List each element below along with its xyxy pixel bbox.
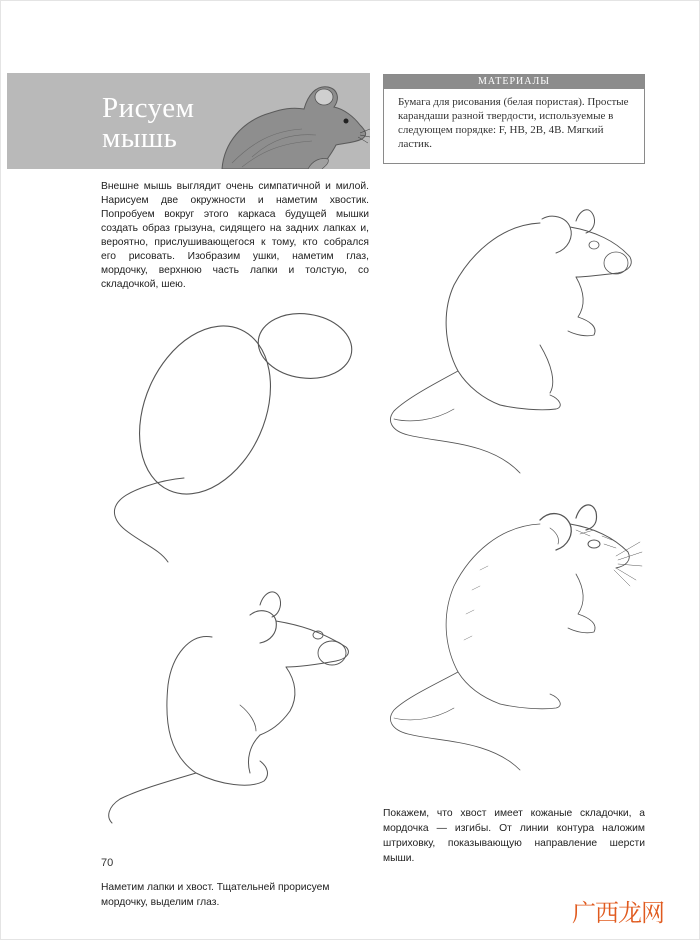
step4-shaded-sketch <box>380 490 650 775</box>
materials-header: МАТЕРИАЛЫ <box>384 75 644 89</box>
intro-paragraph: Внешне мышь выглядит очень симпатичной и милой. Нарисуем две окружности и наметим хвостик. Попробуем вокруг этого каркаса будущей мышки создать образ грызуна, сидящего на задних лапках и, вероятно, прислушивающегося к тому, кто собрался его рисовать. Изобразим ушки, наметим глаз, мордочку, верхнюю часть лапки и толстую, со складочкой, шею. <box>101 181 369 290</box>
step1-construction-sketch <box>100 300 370 560</box>
mouse-illustration-header <box>212 73 370 169</box>
title-banner <box>7 73 370 169</box>
site-watermark: 广西龙网 <box>572 899 664 927</box>
step3-outline-sketch <box>100 585 370 845</box>
materials-box <box>383 74 645 164</box>
caption-step3: Наметим лапки и хвост. Тщательней прорисуем мордочку, выделим глаз. <box>101 882 330 908</box>
materials-text: Бумага для рисования (белая пористая). Простые карандаши разной твердости, используемые в следующем порядке: F, HB, 2B, 4B. Мягкий ластик. <box>398 96 629 150</box>
page-title: Рисуем мышь <box>102 92 195 154</box>
page-number: 70 <box>101 857 114 869</box>
step2-developed-sketch <box>380 195 650 480</box>
caption-step4: Покажем, что хвост имеет кожаные складочки, а мордочка — изгибы. От линии контура наложим штриховку, показывающую направление шерсти мыши. <box>383 808 645 864</box>
